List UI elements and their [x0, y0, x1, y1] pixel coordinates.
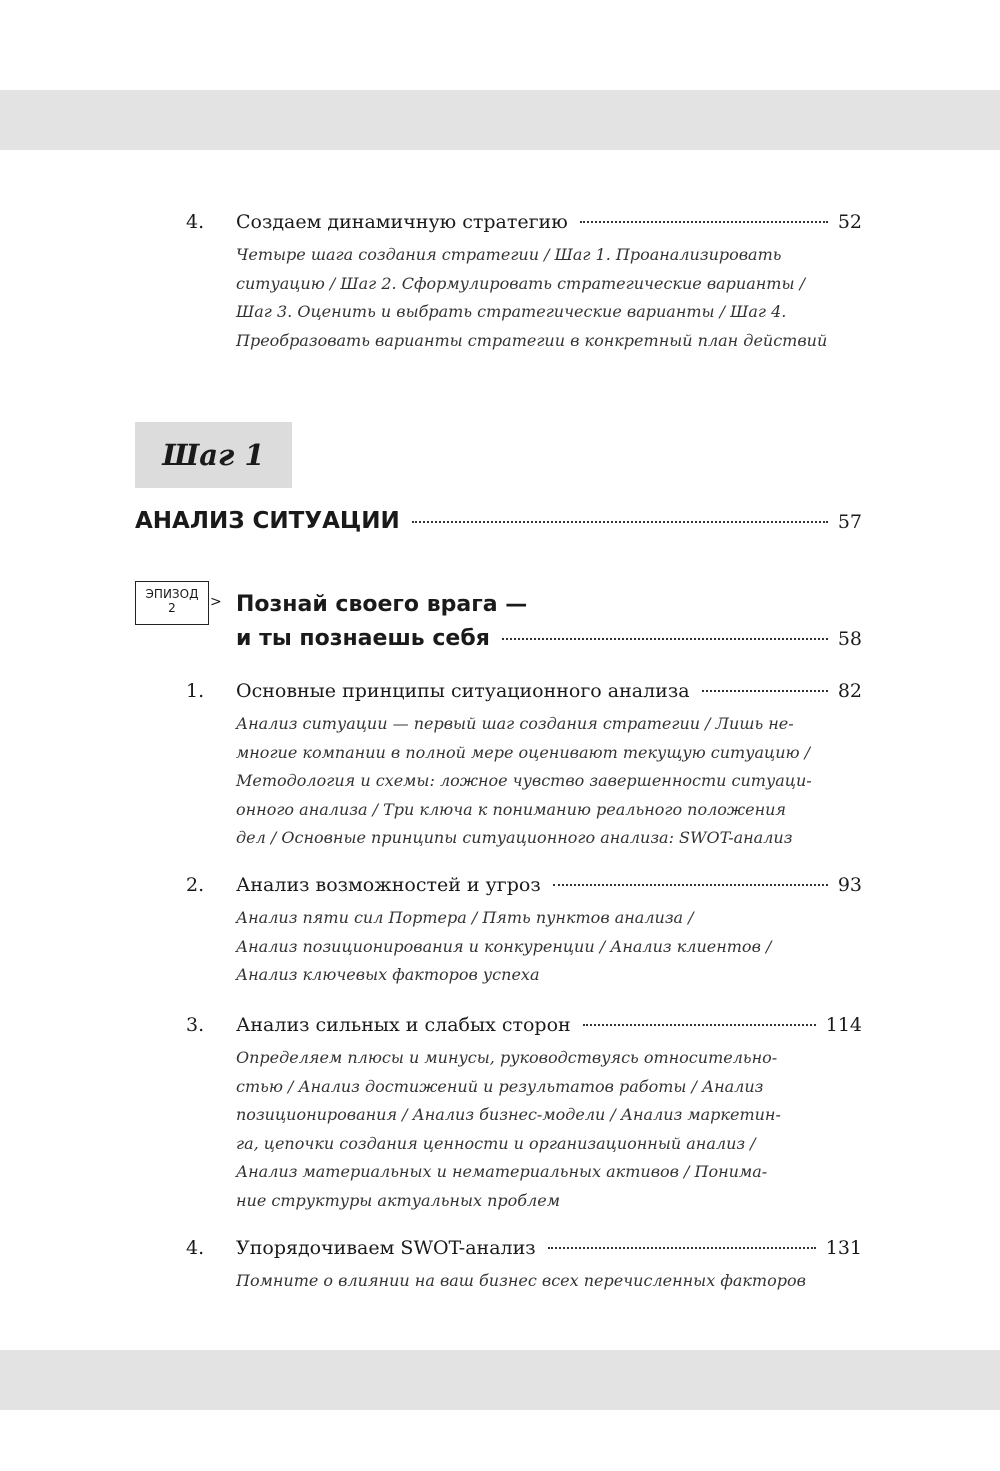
description-line: Анализ ключевых факторов успеха: [236, 965, 540, 984]
entry-page: 131: [825, 1237, 862, 1259]
leader-dots: [583, 1024, 816, 1026]
entry-page: 82: [837, 680, 862, 702]
entry-page: 93: [837, 874, 862, 896]
description-line: Помните о влиянии на ваш бизнес всех перечисленных факторов: [236, 1271, 806, 1290]
step-label-box: [135, 422, 292, 488]
description-line: ситуацию / Шаг 2. Сформулировать стратегические варианты /: [236, 273, 805, 293]
description-line: Четыре шага создания стратегии / Шаг 1. Проанализировать: [236, 245, 782, 264]
part-title: АНАЛИЗ СИТУАЦИИ: [135, 508, 400, 534]
part-heading[interactable]: [135, 508, 862, 534]
description-line: Анализ ситуации — первый шаг создания стратегии / Лишь не-: [236, 714, 794, 733]
description-line: онного анализа / Три ключа к пониманию реального положения: [236, 799, 787, 819]
episode-title-line2: и ты познаешь себя: [236, 626, 490, 651]
leader-dots: [702, 690, 828, 692]
episode-badge-number: 2: [168, 601, 176, 615]
description-line: ние структуры актуальных проблем: [236, 1190, 560, 1210]
entry-title: Анализ сильных и слабых сторон: [236, 1014, 571, 1036]
entry-description: [236, 1267, 862, 1296]
episode-page: 58: [837, 628, 862, 650]
entry-page: 114: [825, 1014, 862, 1036]
entry-description: [236, 904, 862, 990]
leader-dots: [580, 221, 828, 223]
bottom-gray-band: [0, 1350, 1000, 1410]
entry-title: Создаем динамичную стратегию: [236, 211, 568, 233]
leader-dots: [502, 638, 828, 640]
entry-number: 4.: [186, 211, 205, 233]
leader-dots: [553, 884, 828, 886]
description-line: многие компании в полной мере оценивают текущую ситуацию /: [236, 742, 811, 762]
toc-entry[interactable]: [186, 209, 862, 355]
toc-entry[interactable]: [186, 1012, 862, 1215]
chevron-right-icon: >: [210, 594, 222, 610]
episode-heading[interactable]: [236, 588, 862, 656]
episode-badge: [135, 581, 209, 625]
leader-dots: [412, 521, 828, 523]
toc-entry[interactable]: [186, 872, 862, 990]
description-line: дел / Основные принципы ситуационного анализа: SWOT-анализ: [236, 828, 793, 847]
description-line: позиционирования / Анализ бизнес-модели / Анализ маркетин-: [236, 1105, 781, 1124]
episode-title-line1: Познай своего врага —: [236, 592, 528, 617]
leader-dots: [548, 1247, 816, 1249]
entry-description: [236, 710, 862, 853]
toc-entry[interactable]: [186, 1235, 862, 1296]
description-line: га, цепочки создания ценности и организационный анализ /: [236, 1133, 756, 1153]
description-line: Преобразовать варианты стратегии в конкретный план действий: [236, 330, 828, 350]
step-label: Шаг 1: [162, 438, 265, 472]
entry-description: [236, 241, 862, 355]
description-line: Анализ пяти сил Портера / Пять пунктов анализа /: [236, 908, 694, 927]
description-line: Методология и схемы: ложное чувство завершенности ситуаци-: [236, 771, 812, 790]
episode-badge-word: ЭПИЗОД: [145, 587, 199, 601]
entry-page: 52: [837, 211, 862, 233]
entry-description: [236, 1044, 862, 1215]
top-gray-band: [0, 90, 1000, 150]
entry-title: Анализ возможностей и угроз: [236, 874, 541, 896]
entry-number: 2.: [186, 874, 205, 896]
description-line: Определяем плюсы и минусы, руководствуясь относительно-: [236, 1048, 778, 1067]
description-line: Анализ позиционирования и конкуренции / Анализ клиентов /: [236, 936, 772, 956]
entry-number: 4.: [186, 1237, 205, 1259]
entry-number: 3.: [186, 1014, 205, 1036]
description-line: Анализ материальных и нематериальных активов / Понима-: [236, 1162, 768, 1181]
toc-entry[interactable]: [186, 678, 862, 853]
description-line: Шаг 3. Оценить и выбрать стратегические варианты / Шаг 4.: [236, 302, 787, 321]
part-page: 57: [837, 511, 862, 533]
entry-number: 1.: [186, 680, 205, 702]
entry-title: Основные принципы ситуационного анализа: [236, 680, 690, 702]
entry-title: Упорядочиваем SWOT-анализ: [236, 1237, 536, 1259]
description-line: стью / Анализ достижений и результатов работы / Анализ: [236, 1076, 764, 1096]
